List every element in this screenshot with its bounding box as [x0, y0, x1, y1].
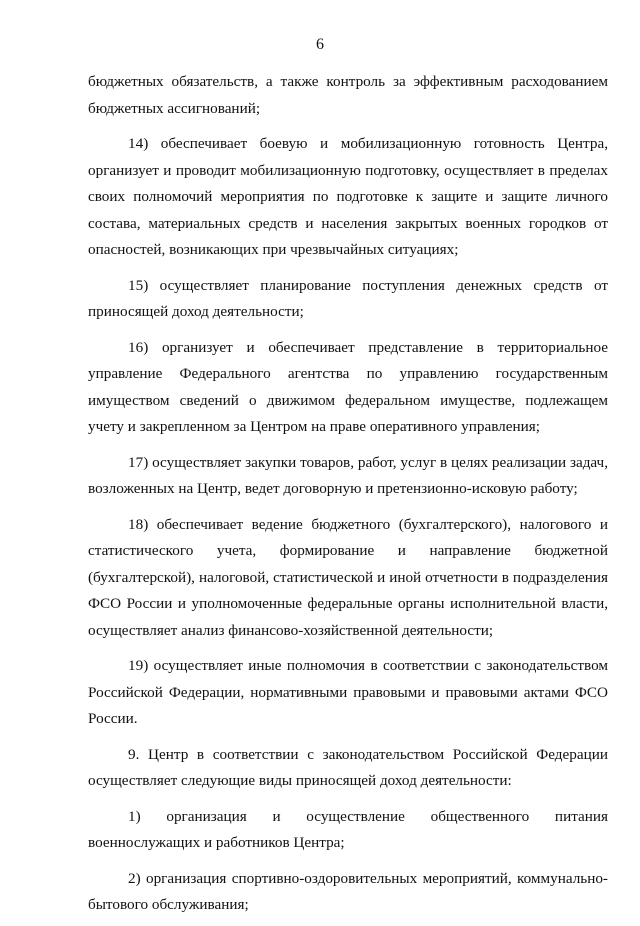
paragraph-item-19: 19) осуществляет иные полномочия в соответствии с законодательством Российской Федерации, нормативными правовыми и правовыми актами ФСО России.	[88, 657, 608, 727]
paragraph-item-15: 15) осуществляет планирование поступления денежных средств от приносящей доход деятельности;	[88, 276, 608, 320]
paragraph-item-16: 16) организует и обеспечивает представление в территориальное управление Федерального агентства по управлению государственным имуществом сведений о движимом федеральном имуществе, подлежащем учету и закрепленном за Центром на праве оперативного управления;	[88, 338, 608, 435]
paragraph-item-14: 14) обеспечивает боевую и мобилизационную готовность Центра, организует и проводит мобилизационную подготовку, осуществляет в пределах своих полномочий мероприятия по подготовке к защите и защите личного состава, материальных средств и населения закрытых военных городков от опасностей, возникающих при чрезвычайных ситуациях;	[88, 135, 608, 258]
paragraph-income-item-1: 1) организация и осуществление общественного питания военнослужащих и работников Центра;	[88, 807, 608, 851]
paragraph-budget-obligations: бюджетных обязательств, а также контроль за эффективным расходованием бюджетных ассигнований;	[88, 73, 608, 117]
page-number: 6	[316, 36, 324, 53]
paragraph-section-9: 9. Центр в соответствии с законодательством Российской Федерации осуществляет следующие виды приносящей доход деятельности:	[88, 745, 608, 789]
paragraph-item-18: 18) обеспечивает ведение бюджетного (бухгалтерского), налогового и статистического учета, формирование и направление бюджетной (бухгалтерской), налоговой, статистической и иной отчетности в подразделения ФСО России и уполномоченные федеральные органы исполнительной власти, осуществляет анализ финансово-хозяйственной деятельности;	[88, 515, 608, 639]
document-body	[88, 69, 608, 926]
paragraph-income-item-2: 2) организация спортивно-оздоровительных мероприятий, коммунально-бытового обслуживания;	[88, 869, 608, 913]
paragraph-item-17: 17) осуществляет закупки товаров, работ, услуг в целях реализации задач, возложенных на Центр, ведет договорную и претензионно-исковую работу;	[88, 453, 608, 497]
